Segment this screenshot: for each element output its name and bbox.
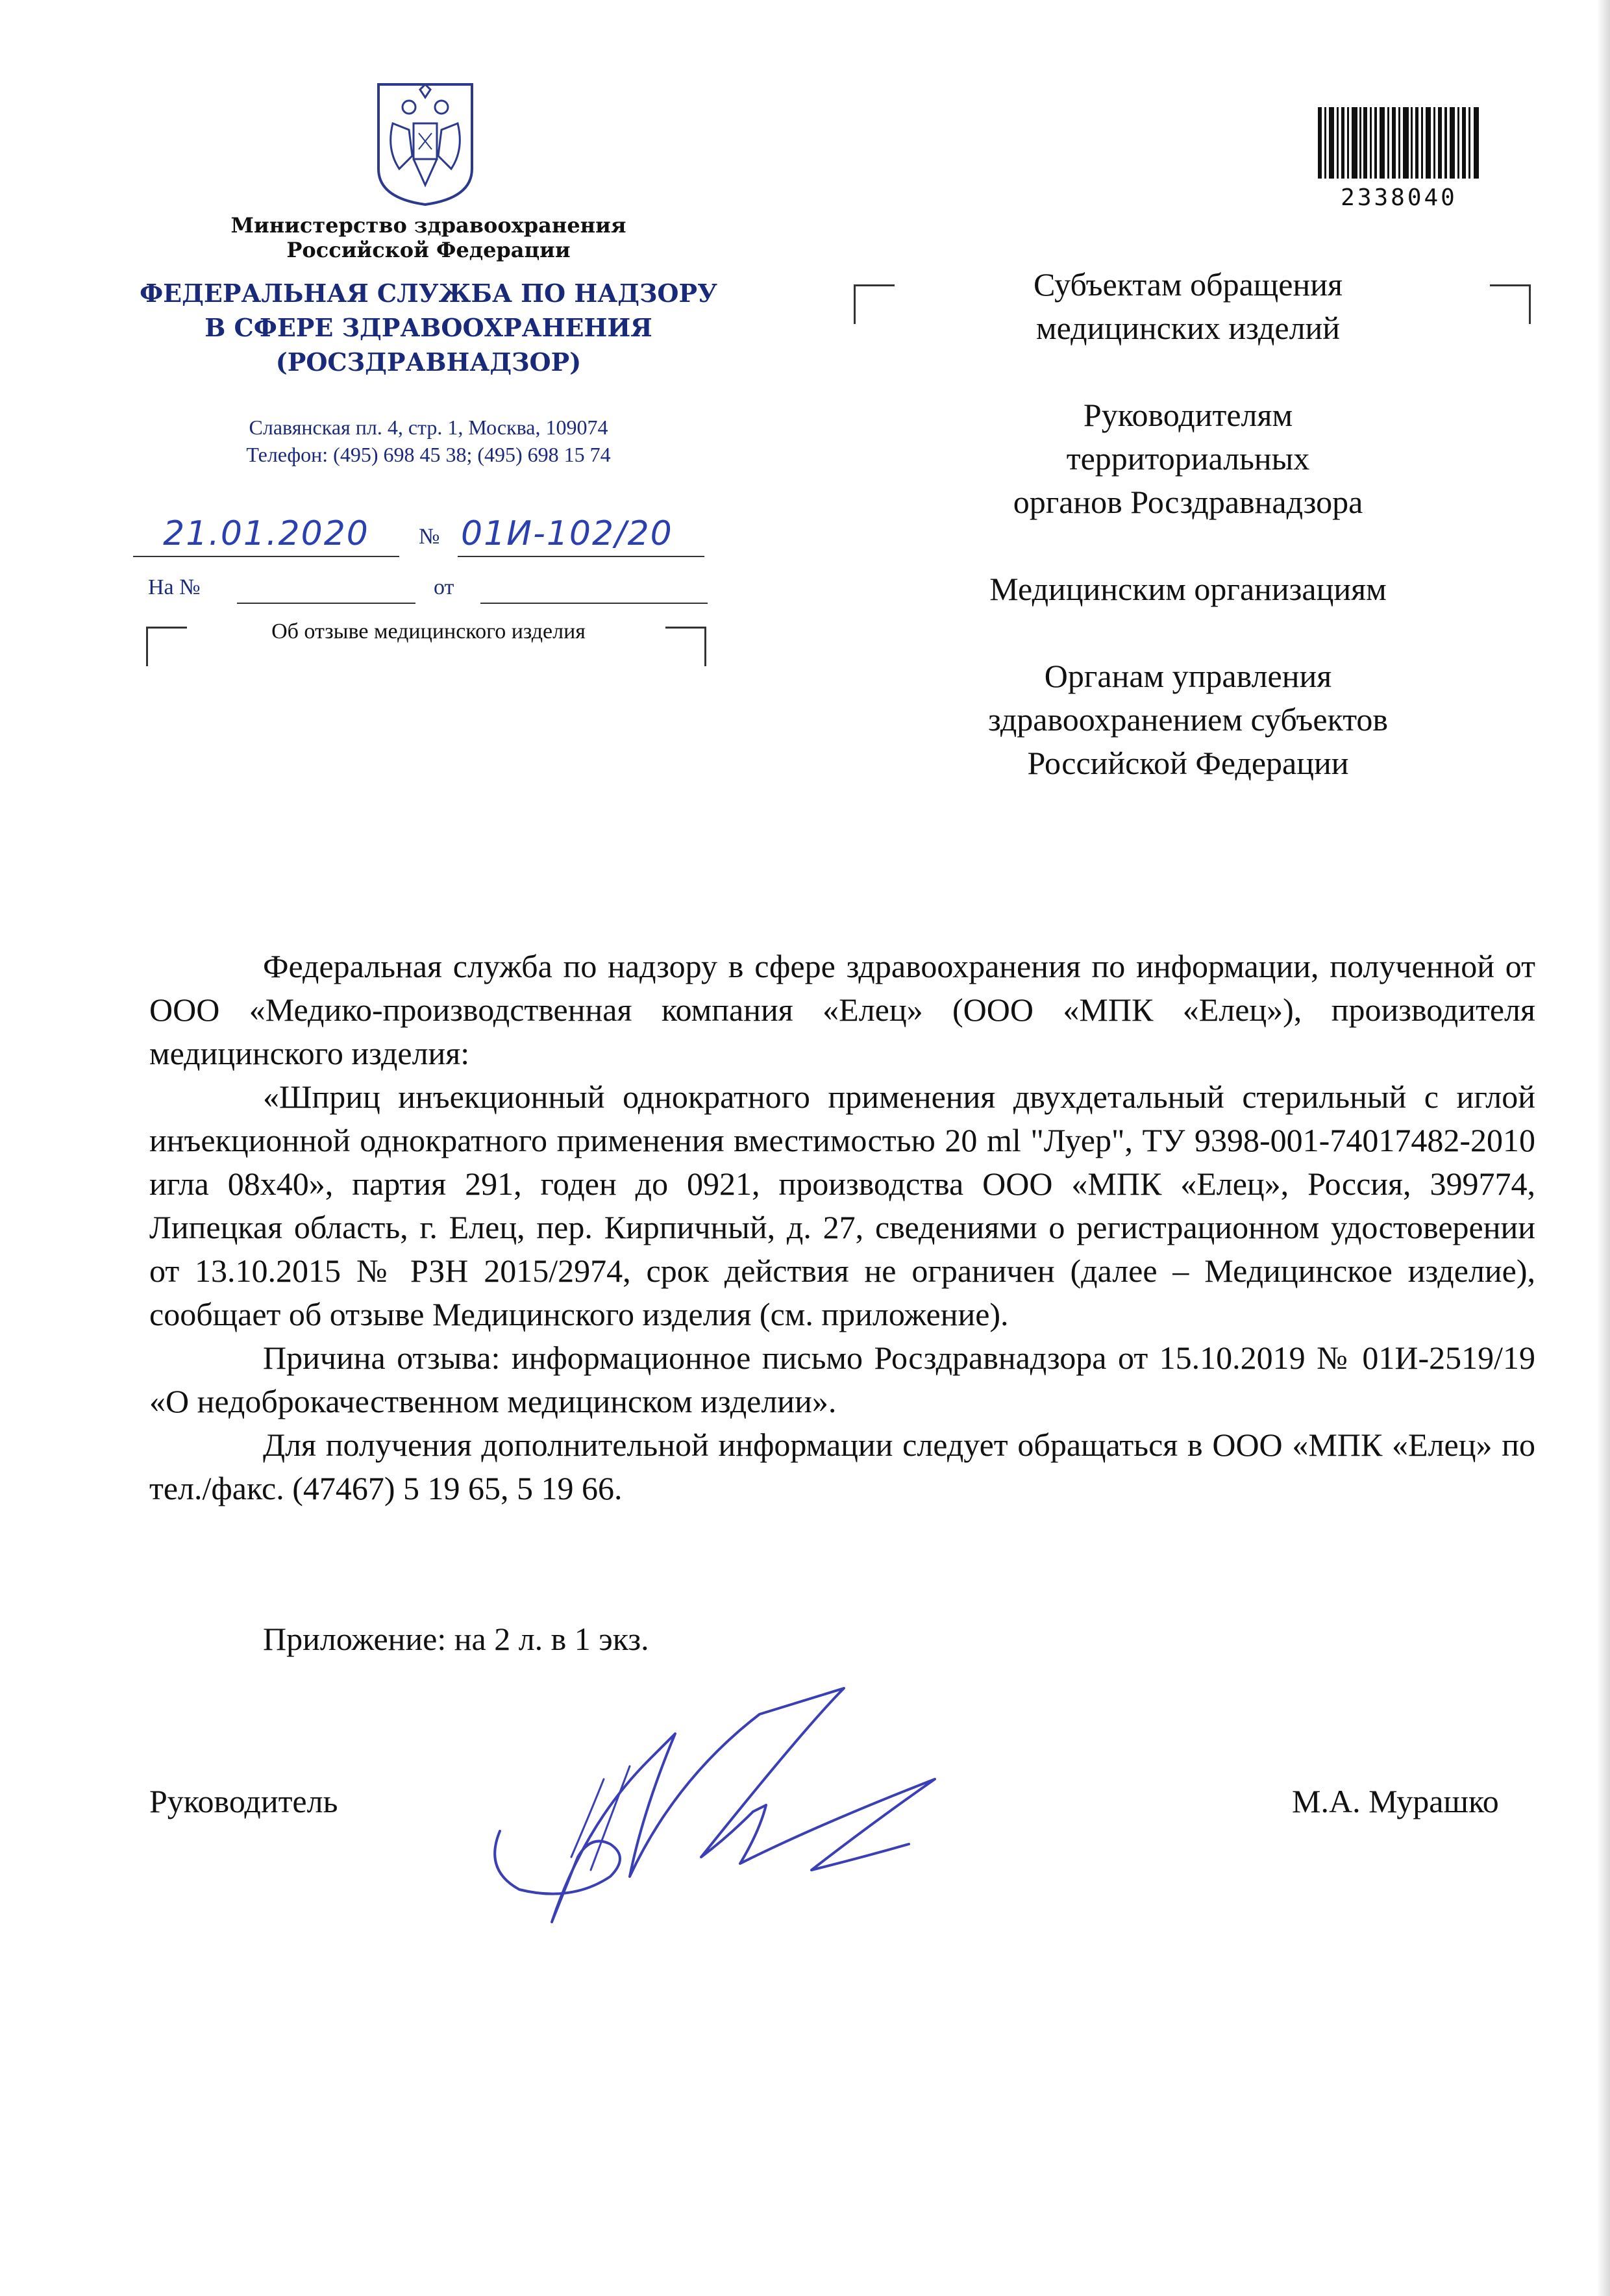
addressee-group — [896, 263, 1480, 350]
letter-number: 01И-102/20 — [461, 514, 673, 553]
service-line-1: ФЕДЕРАЛЬНАЯ СЛУЖБА ПО НАДЗОРУ — [140, 279, 717, 308]
date-underline — [133, 556, 399, 557]
number-underline — [458, 556, 704, 557]
addressee-line: Органам управления — [1044, 658, 1332, 694]
reference-number-line — [237, 603, 415, 604]
addressee-group — [896, 655, 1480, 785]
letter-subject: Об отзыве медицинского изделия — [271, 619, 586, 643]
address-line-1: Славянская пл. 4, стр. 1, Москва, 109074 — [249, 416, 608, 439]
addressee-block — [896, 263, 1480, 829]
addressee-line: здравоохранением субъектов — [987, 701, 1389, 738]
addressee-group — [896, 393, 1480, 524]
reference-from-label: от — [434, 575, 454, 599]
subject-bracket-right — [665, 627, 706, 666]
addressee-group — [896, 568, 1480, 611]
attachment-note: Приложение: на 2 л. в 1 экз. — [263, 1621, 649, 1657]
addressee-line: Медицинским организациям — [989, 571, 1387, 607]
reference-date-line — [480, 603, 708, 604]
page-edge-shadow — [1597, 0, 1610, 2296]
barcode-number: 2338040 — [1341, 184, 1457, 211]
barcode — [1318, 107, 1480, 179]
addressee-line: Российской Федерации — [1027, 745, 1349, 781]
service-line-2: В СФЕРЕ ЗДРАВООХРАНЕНИЯ — [204, 313, 652, 342]
body-paragraph: «Шприц инъекционный однократного применения двухдетальный стерильный с иглой инъекционной однократного применения вместимостью 20 ml "Луер", ТУ 9398-001-74017482-2010 игла 08x40», партия 291, годен до 0921, производства ООО «МПК «Елец», Россия, 399774, Липецкая область, г. Елец, пер. Кирпичный, д. 27, сведениями о регистрационном удостоверении от 13.10.2015 № РЗН 2015/2974, срок действия не ограничен (далее – Медицинское изделие), сообщает об отзыве Медицинского изделия (см. приложение). — [149, 1079, 1535, 1332]
body-paragraph: Причина отзыва: информационное письмо Росздравнадзора от 15.10.2019 № 01И-2519/19 «О недоброкачественном медицинском изделии». — [149, 1340, 1535, 1419]
service-line-3: (РОСЗДРАВНАДЗОР) — [275, 347, 582, 377]
subject-bracket-left — [146, 627, 187, 666]
addressee-line: территориальных — [1066, 440, 1310, 477]
addressee-bracket-left — [854, 284, 895, 324]
addressee-line: Субъектам обращения — [1034, 266, 1343, 303]
body-paragraph: Федеральная служба по надзору в сфере здравоохранения по информации, полученной от ООО «Медико-производственная компания «Елец» (ООО «МПК «Елец»), производителя медицинского изделия: — [149, 948, 1535, 1071]
ministry-name — [195, 213, 662, 262]
letter-body — [149, 945, 1535, 1510]
address-line-2: Телефон: (495) 698 45 38; (495) 698 15 74 — [246, 443, 611, 466]
body-paragraph: Для получения дополнительной информации следует обращаться в ООО «МПК «Елец» по тел./факс. (47467) 5 19 65, 5 19 66. — [149, 1427, 1535, 1506]
addressee-line: медицинских изделий — [1035, 310, 1341, 346]
reference-label: На № — [148, 575, 201, 599]
number-sign: № — [419, 525, 440, 549]
signatory-name: М.А. Мурашко — [1292, 1783, 1499, 1819]
signatory-role: Руководитель — [149, 1783, 338, 1819]
ministry-line-2: Российской Федерации — [286, 238, 571, 262]
service-name — [123, 276, 734, 379]
letter-date: 21.01.2020 — [163, 514, 369, 553]
ministry-line-1: Министерство здравоохранения — [230, 213, 626, 238]
addressee-line: Руководителям — [1083, 397, 1293, 433]
addressee-line: органов Росздравнадзора — [1013, 484, 1363, 520]
coat-of-arms-icon — [373, 78, 477, 208]
service-address — [188, 414, 669, 468]
handwritten-signature — [480, 1682, 987, 1928]
addressee-bracket-right — [1490, 284, 1531, 324]
